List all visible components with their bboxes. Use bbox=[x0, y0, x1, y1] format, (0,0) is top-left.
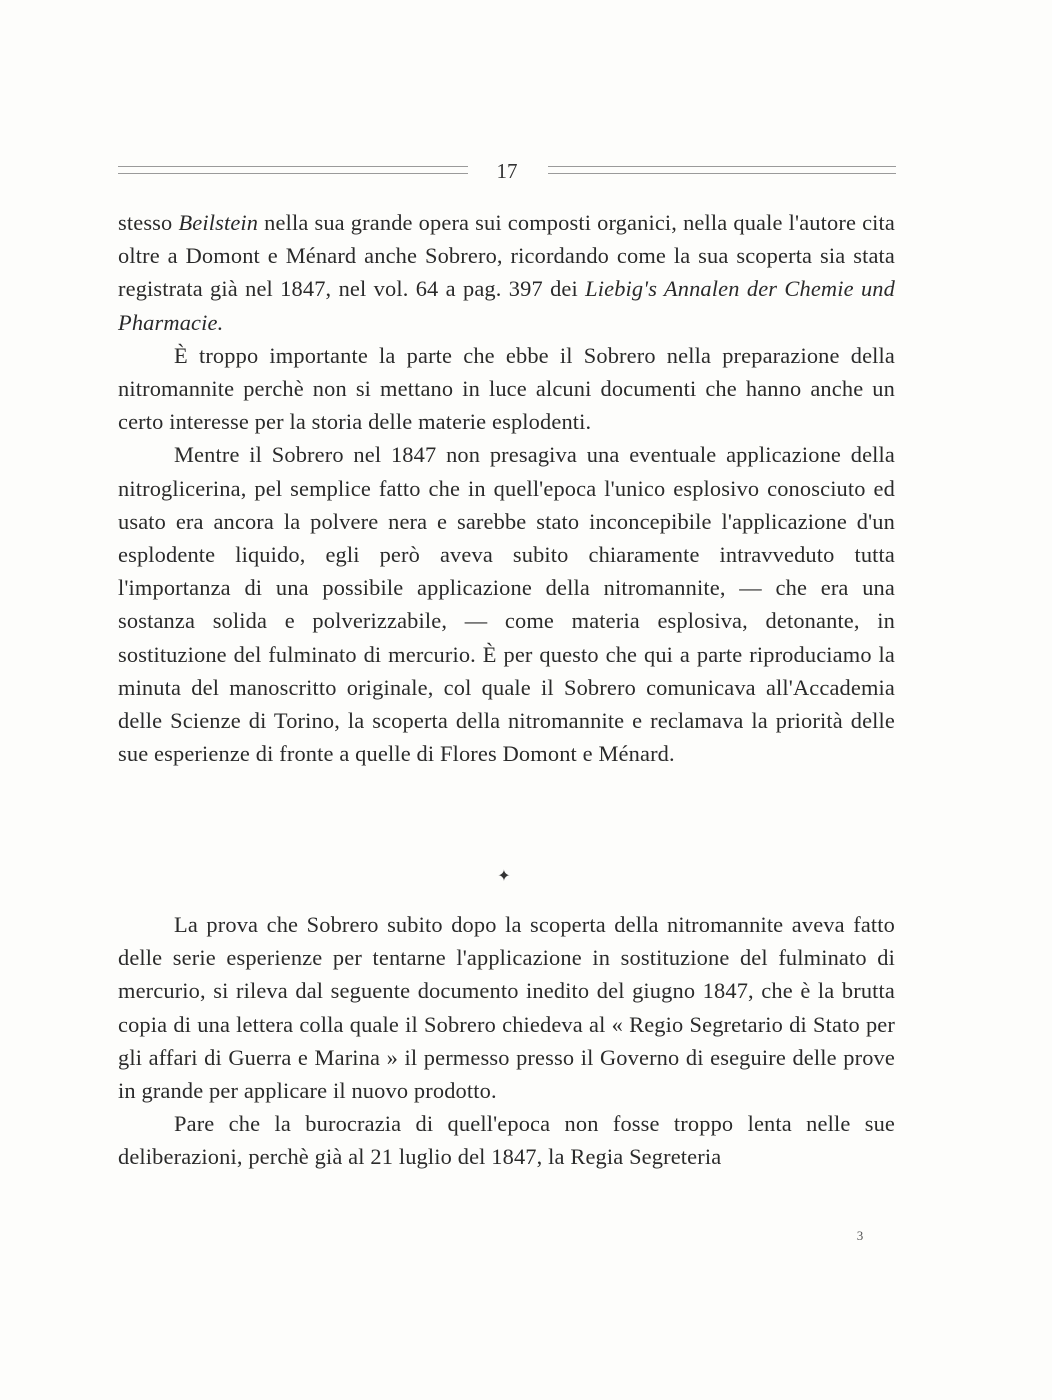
paragraph-text: nella sua grande opera sui composti organici, nella quale l'autore cita oltre a Domont e Ménard anche Sobrero, ricordando come la sua scoperta sia stata registrata già nel 1847, nel vol. 64 a pag. 397 dei bbox=[118, 210, 895, 302]
italic-title: Liebig's Annalen der Chemie und Pharmacie. bbox=[118, 276, 895, 335]
paragraph-text: stesso bbox=[118, 210, 179, 235]
italic-title: Beilstein bbox=[178, 210, 259, 235]
paragraph-burocrazia: Pare che la burocrazia di quell'epoca non fosse troppo lenta nelle sue deliberazioni, perchè già al 21 luglio del 1847, la Regia Segreteria bbox=[118, 1111, 895, 1170]
header-rule-left bbox=[118, 166, 468, 174]
page-header bbox=[118, 156, 896, 186]
section-ornament: ✦ bbox=[497, 868, 511, 885]
signature-mark: 3 bbox=[856, 1228, 864, 1243]
text-block-after-ornament bbox=[118, 908, 895, 1174]
paragraph-documenti: È troppo importante la parte che ebbe il Sobrero nella preparazione della nitromannite perchè non si mettano in luce alcuni documenti che hanno anche un certo interesse per la storia delle materie esplodenti. bbox=[118, 342, 895, 435]
text-block-before-ornament bbox=[118, 206, 895, 770]
paragraph-beilstein bbox=[118, 206, 895, 339]
paragraph-prova: La prova che Sobrero subito dopo la scoperta della nitromannite aveva fatto delle serie esperienze per tentarne l'applicazione in sostituzione del fulminato di mercurio, si rileva dal seguente documento inedito del giugno 1847, che è la brutta copia di una lettera colla quale il Sobrero chiedeva al « Regio Segretario di Stato per gli affari di Guerra e Marina » il permesso presso il Governo di eseguire delle prove in grande per applicare il nuovo prodotto. bbox=[118, 912, 895, 1104]
paragraph-nitromannite: Mentre il Sobrero nel 1847 non presagiva una eventuale applicazione della nitroglicerina, pel semplice fatto che in quell'epoca l'unico esplosivo conosciuto ed usato era ancora la polvere nera e sarebbe stato inconcepibile l'applicazione d'un esplodente liquido, egli però aveva subito chiaramente intravveduto tutta l'importanza di una possibile applicazione della nitromannite, — che era una sostanza solida e polverizzabile, — come materia esplosiva, detonante, in sostituzione del fulminato di mercurio. È per questo che qui a parte riproduciamo la minuta del manoscritto originale, col quale il Sobrero comunicava all'Accademia delle Scienze di Torino, la scoperta della nitromannite e reclamava la priorità delle sue esperienze di fronte a quelle di Flores Domont e Ménard. bbox=[118, 442, 895, 767]
page-number: 17 bbox=[496, 159, 518, 183]
header-rule-right bbox=[548, 166, 896, 174]
